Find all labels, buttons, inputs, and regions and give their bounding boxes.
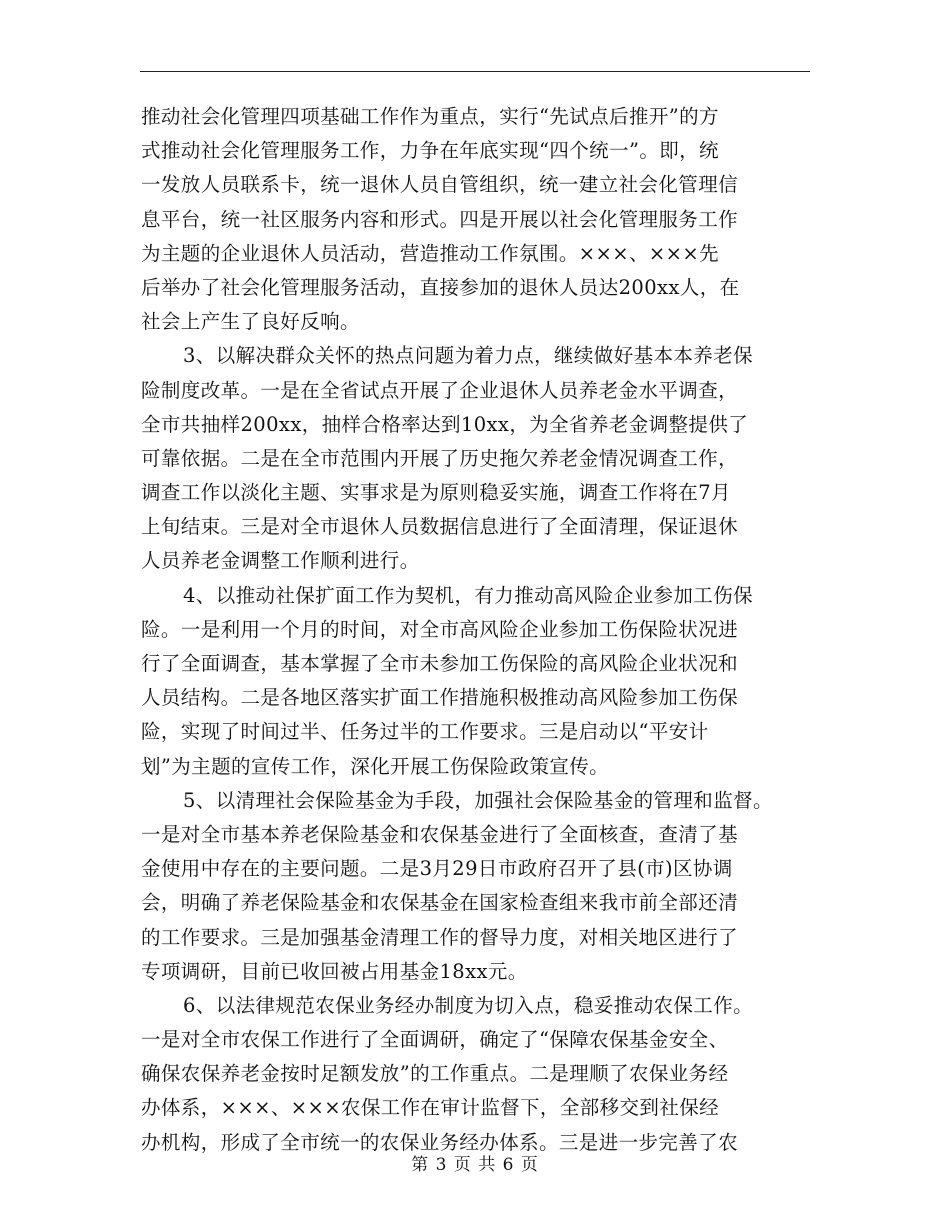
text-line: 一是对全市基本养老保险基金和农保基金进行了全面核查，查清了基 <box>141 822 739 846</box>
text-line: 3、以解决群众关怀的热点问题为着力点，继续做好基本本养老保 <box>183 344 754 368</box>
text-line: 4、以推动社保扩面工作为契机，有力推动高风险企业参加工伤保 <box>183 583 754 607</box>
text-line: 人员养老金调整工作顺利进行。 <box>141 549 420 573</box>
text-line: 办机构，形成了全市统一的农保业务经办体系。三是进一步完善了农 <box>141 1130 739 1154</box>
text-line: 6、以法律规范农保业务经办制度为切入点，稳妥推动农保工作。 <box>183 993 754 1017</box>
header-rule <box>140 71 810 72</box>
text-line: 的工作要求。三是加强基金清理工作的督导力度，对相关地区进行了 <box>141 925 739 949</box>
text-line: 险。一是利用一个月的时间，对全市高风险企业参加工伤保险状况进 <box>141 617 739 641</box>
text-line: 险，实现了时间过半、任务过半的工作要求。三是启动以“平安计 <box>141 720 709 744</box>
text-line: 行了全面调查，基本掌握了全市未参加工伤保险的高风险企业状况和 <box>141 652 739 675</box>
text-line: 划”为主题的宣传工作，深化开展工伤保险政策宣传。 <box>141 754 610 778</box>
page-number: 第 3 页 共 6 页 <box>411 1155 539 1175</box>
text-line: 推动社会化管理四项基础工作作为重点，实行“先试点后推开”的方 <box>141 105 719 128</box>
text-line: 办体系，×××、×××农保工作在审计监督下，全部移交到社保经 <box>141 1096 720 1120</box>
text-line: 息平台，统一社区服务内容和形式。四是开展以社会化管理服务工作 <box>141 207 739 231</box>
text-line: 专项调研，目前已收回被占用基金18xx元。 <box>141 959 528 983</box>
text-line: 险制度改革。一是在全省试点开展了企业退休人员养老金水平调查， <box>141 378 739 402</box>
text-line: 为主题的企业退休人员活动，营造推动工作氛围。×××、×××先 <box>141 241 720 265</box>
text-line: 人员结构。二是各地区落实扩面工作措施积极推动高风险参加工伤保 <box>141 686 739 710</box>
text-line: 全市共抽样200xx，抽样合格率达到10xx，为全省养老金调整提供了 <box>141 412 749 436</box>
text-line: 一是对全市农保工作进行了全面调研，确定了“保障农保基金安全、 <box>141 1028 729 1052</box>
text-line: 5、以清理社会保险基金为手段，加强社会保险基金的管理和监督。 <box>183 788 773 812</box>
text-line: 金使用中存在的主要问题。二是3月29日市政府召开了县(市)区协调 <box>141 857 733 881</box>
text-line: 会，明确了养老保险基金和农保基金在国家检查组来我市前全部还清 <box>141 891 739 915</box>
text-line: 后举办了社会化管理服务活动，直接参加的退休人员达200xx人，在 <box>141 275 740 299</box>
text-line: 上旬结束。三是对全市退休人员数据信息进行了全面清理，保证退休 <box>141 515 739 539</box>
text-line: 社会上产生了良好反响。 <box>141 310 360 334</box>
text-line: 式推动社会化管理服务工作，力争在年底实现“四个统一”。即，统 <box>141 139 719 163</box>
text-line: 一发放人员联系卡，统一退休人员自管组织，统一建立社会化管理信 <box>141 173 739 197</box>
text-line: 确保农保养老金按时足额发放”的工作重点。二是理顺了农保业务经 <box>141 1062 729 1086</box>
text-line: 可靠依据。二是在全市范围内开展了历史拖欠养老金情况调查工作， <box>141 446 739 470</box>
text-line: 调查工作以淡化主题、实事求是为原则稳妥实施，调查工作将在7月 <box>141 481 731 505</box>
document-body <box>141 100 821 1160</box>
